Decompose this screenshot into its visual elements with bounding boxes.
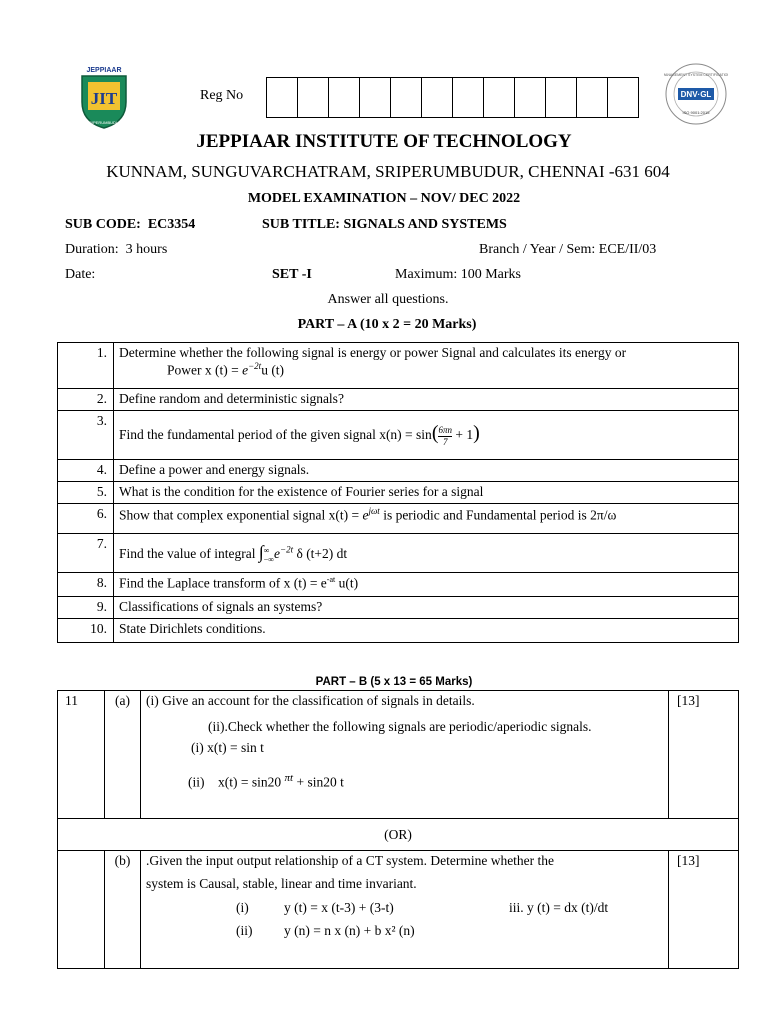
institute-address: KUNNAM, SUNGUVARCHATRAM, SRIPERUMBUDUR, CHENNAI -631 604 — [106, 162, 670, 181]
sub-label: (b) — [105, 851, 141, 969]
logo-monogram: JIT — [90, 89, 118, 108]
part-b-title: PART – B (5 x 13 = 65 Marks) — [315, 676, 473, 688]
question-number: 10. — [58, 619, 114, 643]
question-text: Find the value of integral ∫ ∞ −∞ $e^{-2t}$ δ (t+2) dt — [114, 534, 739, 573]
reg-no-digit-box[interactable] — [607, 77, 639, 118]
maximum-marks: Maximum: 100 Marks — [395, 267, 521, 282]
marks: [13] — [669, 691, 739, 819]
table-row — [58, 534, 739, 573]
sub-label: (a) — [105, 691, 141, 819]
reg-no-digit-box[interactable] — [545, 77, 577, 118]
table-row — [58, 619, 739, 643]
reg-no-digit-box[interactable] — [421, 77, 453, 118]
question-number: 3. — [58, 411, 114, 460]
question-text: What is the condition for the existence of Fourier series for a signal — [114, 482, 739, 504]
question-text: (i) Give an account for the classification of signals in details. (ii).Check whether the following signals are periodic/aperiodic signals. (i) x(t) = sin t (ii) x(t) = sin20 $^{\pi t}$ + sin20 t — [141, 691, 669, 819]
reg-no-label: Reg No — [200, 88, 244, 103]
table-row — [58, 482, 739, 504]
sub-code: SUB CODE: EC3354 — [65, 217, 196, 232]
question-text: .Given the input output relationship of a CT system. Determine whether the system is Causal, stable, linear and time invariant. (i) y (t) = x (t-3) + (3-t) iii. y (t) = dx (t)/dt (ii) y (n) = n x (n) + b x² (n) — [141, 851, 669, 969]
question-number: 5. — [58, 482, 114, 504]
table-row — [58, 819, 739, 851]
logo-dnv-text: DNV·GL — [680, 90, 712, 99]
table-row — [58, 851, 739, 969]
table-row — [58, 691, 739, 819]
question-text: Classifications of signals an systems? — [114, 597, 739, 619]
table-row — [58, 389, 739, 411]
table-row — [58, 597, 739, 619]
question-number: 6. — [58, 504, 114, 534]
marks: [13] — [669, 851, 739, 969]
or-separator: (OR) — [58, 819, 739, 851]
table-row — [58, 411, 739, 460]
branch-year-sem: Branch / Year / Sem: ECE/II/03 — [479, 242, 657, 257]
date-label: Date: — [65, 267, 96, 282]
table-row — [58, 504, 739, 534]
logo-ring-text: MANAGEMENT SYSTEM CERTIFICATION — [664, 73, 728, 77]
part-a-table — [57, 342, 739, 643]
duration: Duration: 3 hours — [65, 242, 168, 257]
set-label: SET -I — [272, 267, 312, 282]
question-text: Show that complex exponential signal $x(t) = e^{j\omega t}$ is periodic and Fundamental period is 2π/ω — [114, 504, 739, 534]
exam-title: MODEL EXAMINATION – NOV/ DEC 2022 — [247, 191, 521, 206]
question-number: 7. — [58, 534, 114, 573]
reg-no-digit-box[interactable] — [514, 77, 546, 118]
reg-no-digit-box[interactable] — [483, 77, 515, 118]
question-number: 11 — [58, 691, 105, 819]
logo-iso-text: ISO 9001:2015 — [682, 110, 710, 115]
question-number — [58, 851, 105, 969]
question-text: Define a power and energy signals. — [114, 460, 739, 482]
table-row — [58, 573, 739, 597]
question-number: 4. — [58, 460, 114, 482]
question-text: State Dirichlets conditions. — [114, 619, 739, 643]
reg-no-digit-box[interactable] — [297, 77, 329, 118]
question-number: 9. — [58, 597, 114, 619]
reg-no-digit-box[interactable] — [452, 77, 484, 118]
reg-no-digit-box[interactable] — [266, 77, 298, 118]
question-number: 8. — [58, 573, 114, 597]
question-number: 1. — [58, 343, 114, 389]
reg-no-digit-box[interactable] — [328, 77, 360, 118]
institute-name: JEPPIAAR INSTITUTE OF TECHNOLOGY — [196, 131, 572, 152]
logo-bottom-text: SRIPERUMBUDUR — [86, 120, 122, 125]
institute-logo — [78, 62, 130, 132]
part-b-table — [57, 690, 739, 969]
table-row — [58, 343, 739, 389]
part-a-title: PART – A (10 x 2 = 20 Marks) — [297, 317, 477, 332]
logo-top-text: JEPPIAAR — [86, 67, 122, 74]
certification-logo — [664, 62, 728, 126]
question-text: Find the Laplace transform of x $(t) = e^{-at}$ u(t) — [114, 573, 739, 597]
reg-no-digit-box[interactable] — [390, 77, 422, 118]
table-row — [58, 460, 739, 482]
reg-no-digit-box[interactable] — [359, 77, 391, 118]
sub-title: SUB TITLE: SIGNALS AND SYSTEMS — [262, 217, 507, 232]
question-number: 2. — [58, 389, 114, 411]
instruction: Answer all questions. — [327, 292, 449, 307]
reg-no-digit-box[interactable] — [576, 77, 608, 118]
question-text: Find the fundamental period of the given signal x(n) = sin( $\frac{6\pi n}{7}$ + 1) — [114, 411, 739, 460]
question-text: Determine whether the following signal is energy or power Signal and calculates its energy or Power x $(t) = e^{-2t}u$ (t) — [114, 343, 739, 389]
question-text: Define random and deterministic signals? — [114, 389, 739, 411]
